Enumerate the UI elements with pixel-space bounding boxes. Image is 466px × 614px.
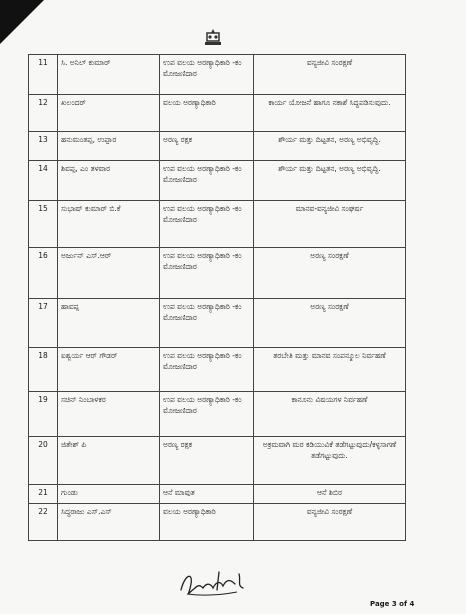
row-number: 13 bbox=[29, 132, 58, 161]
employee-name: ಶಿವಪ್ಪ, ಎಂ ತಳವಾರ bbox=[58, 161, 160, 201]
designation: ವಲಯ ಅರಣ್ಯಾಧಿಕಾರಿ bbox=[160, 504, 254, 541]
subject-area: ವನ್ಯಜೀವಿ ಸಂರಕ್ಷಣೆ bbox=[254, 504, 406, 541]
row-number: 11 bbox=[29, 55, 58, 95]
row-number: 21 bbox=[29, 485, 58, 504]
subject-area: ಕಾರ್ಯ ಯೋಜನೆ ಹಾಗೂ ನಕಾಶೆ ಸಿದ್ಧಪಡಿಸುವುದು. bbox=[254, 95, 406, 132]
corner-mark bbox=[0, 0, 44, 44]
employee-name: ಸಿ. ಅನಿಲ್ ಕುಮಾರ್ bbox=[58, 55, 160, 95]
table-row bbox=[29, 248, 406, 299]
row-number: 19 bbox=[29, 392, 58, 437]
employee-name: ಸಚಿನ್ ನಿಂಬಾಳಕರ bbox=[58, 392, 160, 437]
row-number: 15 bbox=[29, 201, 58, 248]
subject-area: ಶೌರ್ಯ ಮತ್ತು ದಿಟ್ಟತನ, ಅರಣ್ಯ ಅಭಿವೃದ್ಧಿ. bbox=[254, 132, 406, 161]
table-row bbox=[29, 201, 406, 248]
designation: ಆನೆ ಮಾವುತ bbox=[160, 485, 254, 504]
table-row bbox=[29, 132, 406, 161]
page-number: Page 3 of 4 bbox=[370, 600, 415, 608]
subject-area: ಮಾನವ-ವನ್ಯಜೀವಿ ಸಂಘರ್ಷ bbox=[254, 201, 406, 248]
subject-area: ವನ್ಯಜೀವಿ ಸಂರಕ್ಷಣೆ bbox=[254, 55, 406, 95]
row-number: 22 bbox=[29, 504, 58, 541]
emblem-icon bbox=[201, 27, 225, 49]
designation: ಉಪ ವಲಯ ಅರಣ್ಯಾಧಿಕಾರಿ -ಕಂ ಮೋಜಣಿದಾರ bbox=[160, 392, 254, 437]
designation: ಉಪ ವಲಯ ಅರಣ್ಯಾಧಿಕಾರಿ -ಕಂ ಮೋಜಣಿದಾರ bbox=[160, 299, 254, 348]
table-row bbox=[29, 348, 406, 392]
designation: ಉಪ ವಲಯ ಅರಣ್ಯಾಧಿಕಾರಿ -ಕಂ ಮೋಜಣಿದಾರ bbox=[160, 201, 254, 248]
subject-area: ಕಾನೂನು ವಿಷಯಗಳ ನಿರ್ವಹಣೆ bbox=[254, 392, 406, 437]
subject-area: ಅರಣ್ಯ ಸಂರಕ್ಷಣೆ bbox=[254, 248, 406, 299]
employee-name: ಹಾವಪ್ಪ bbox=[58, 299, 160, 348]
subject-area: ಅರಣ್ಯ ಸಂರಕ್ಷಣೆ bbox=[254, 299, 406, 348]
employee-name: ಸುಭಾಷ್ ಕುಮಾರ್ ಬಿ.ಕೆ bbox=[58, 201, 160, 248]
designation: ಉಪ ವಲಯ ಅರಣ್ಯಾಧಿಕಾರಿ -ಕಂ ಮೋಜಣಿದಾರ bbox=[160, 248, 254, 299]
table-row bbox=[29, 55, 406, 95]
row-number: 16 bbox=[29, 248, 58, 299]
table-row bbox=[29, 95, 406, 132]
table-row bbox=[29, 392, 406, 437]
table-row bbox=[29, 299, 406, 348]
designation: ಅರಣ್ಯ ರಕ್ಷಕ bbox=[160, 437, 254, 485]
table-row bbox=[29, 437, 406, 485]
designation: ವಲಯ ಅರಣ್ಯಾಧಿಕಾರಿ bbox=[160, 95, 254, 132]
employee-name: ಐಶ್ವರ್ಯ ಆರ್ ಗೌಡರ್ bbox=[58, 348, 160, 392]
employee-name: ಗುಂಡು bbox=[58, 485, 160, 504]
table-row bbox=[29, 161, 406, 201]
subject-area: ಅಕ್ರಮವಾಗಿ ಮರ ಕಡಿಯುವಿಕೆ ತಡೆಗಟ್ಟುವುದು/ಕಳ್ಳಸಾಗಣೆ ತಡೆಗಟ್ಟುವುದು. bbox=[254, 437, 406, 485]
subject-area: ಶೌರ್ಯ ಮತ್ತು ದಿಟ್ಟತನ, ಅರಣ್ಯ ಅಭಿವೃದ್ಧಿ. bbox=[254, 161, 406, 201]
designation: ಉಪ ವಲಯ ಅರಣ್ಯಾಧಿಕಾರಿ -ಕಂ ಮೋಜಣಿದಾರ bbox=[160, 55, 254, 95]
employee-name: ಹನುಮಂತಪ್ಪ, ಉಪ್ಪಾರ bbox=[58, 132, 160, 161]
row-number: 14 bbox=[29, 161, 58, 201]
employee-name: ಖಲಂದರ್ bbox=[58, 95, 160, 132]
designation: ಅರಣ್ಯ ರಕ್ಷಕ bbox=[160, 132, 254, 161]
award-table bbox=[28, 54, 406, 541]
employee-name: ಜಿತೇಶ್ ಪಿ bbox=[58, 437, 160, 485]
subject-area: ಆನೆ ಶಿಬಿರ bbox=[254, 485, 406, 504]
row-number: 20 bbox=[29, 437, 58, 485]
table-row bbox=[29, 504, 406, 541]
row-number: 18 bbox=[29, 348, 58, 392]
employee-name: ಅರ್ಜುನ್ ಎಸ್.ಆರ್ bbox=[58, 248, 160, 299]
designation: ಉಪ ವಲಯ ಅರಣ್ಯಾಧಿಕಾರಿ -ಕಂ ಮೋಜಣಿದಾರ bbox=[160, 161, 254, 201]
employee-name: ಸಿದ್ಧರಾಜು ಎಸ್.ಎಸ್ bbox=[58, 504, 160, 541]
row-number: 12 bbox=[29, 95, 58, 132]
signature bbox=[177, 566, 247, 600]
table-row bbox=[29, 485, 406, 504]
designation: ಉಪ ವಲಯ ಅರಣ್ಯಾಧಿಕಾರಿ -ಕಂ ಮೋಜಣಿದಾರ bbox=[160, 348, 254, 392]
row-number: 17 bbox=[29, 299, 58, 348]
subject-area: ತರಬೇತಿ ಮತ್ತು ಮಾನವ ಸಂಪನ್ಮೂಲ ನಿರ್ವಹಣೆ bbox=[254, 348, 406, 392]
